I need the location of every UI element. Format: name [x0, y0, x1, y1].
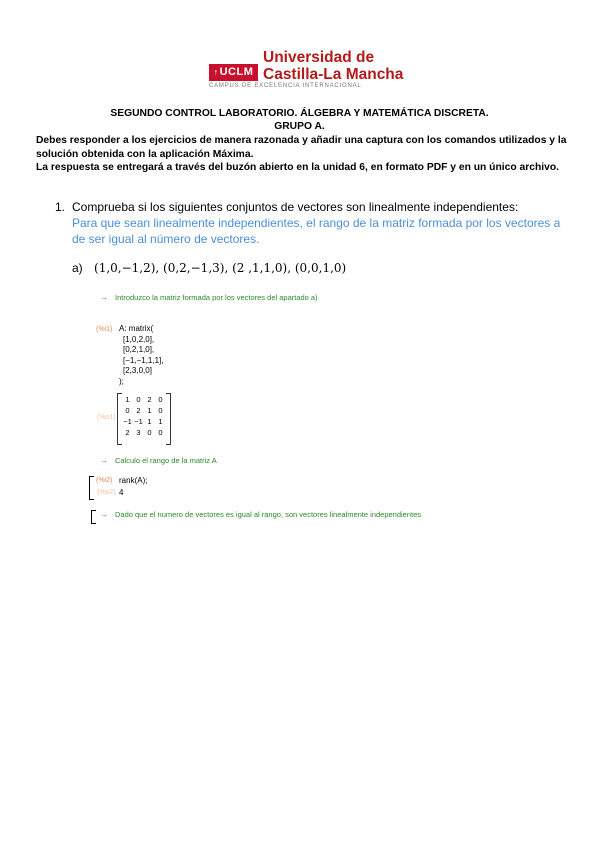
logo-badge-text: UCLM	[219, 66, 254, 78]
matrix-cell: 0	[158, 406, 163, 415]
question-text: Comprueba si los siguientes conjuntos de vectores son linealmente independientes:	[72, 200, 519, 214]
output-2-label: (%o2)	[97, 489, 116, 496]
matrix-table	[122, 394, 166, 438]
matrix-cell: 0	[136, 395, 141, 404]
code-line: [1,0,2,0],	[123, 334, 155, 344]
output-1-label: (%o1)	[97, 414, 116, 421]
document-title: SEGUNDO CONTROL LABORATORIO. ÁLGEBRA Y MATEMÁTICA DISCRETA.	[110, 108, 489, 119]
code-line: [2,3,0,0]	[123, 366, 152, 375]
code-line: [−1,−1,1,1],	[123, 355, 164, 365]
matrix-cell: 2	[136, 406, 141, 415]
input-1-code	[119, 324, 163, 387]
code-line: A: matrix(	[119, 324, 154, 333]
maxima-comment-2	[100, 456, 217, 465]
cell-bracket[interactable]	[91, 510, 96, 524]
arrow-right-icon: →	[100, 456, 108, 465]
matrix-cell: 3	[136, 428, 141, 437]
matrix-cell: 1	[147, 406, 152, 415]
question-hint: Para que sean linealmente independientes, el rango de la matriz formada por los vectores a de ser igual al número de vectores.	[72, 216, 561, 246]
logo-title-line1: Universidad de	[263, 49, 375, 66]
question-number: 1.	[55, 200, 66, 214]
part-a-vectors: (1,0,−1,2), (0,2,−1,3), (2 ,1,1,0), (0,0,1,0)	[94, 261, 347, 275]
code-line: [0,2,1,0],	[123, 345, 155, 354]
instructions-paragraph-1: Debes responder a los ejercicios de manera razonada y añadir una captura con los comandos utilizados y la solución obtenida con la aplicación Máxima.	[36, 135, 567, 160]
matrix-cell: −1	[123, 417, 132, 426]
uclm-badge	[209, 64, 258, 81]
code-line: );	[119, 376, 124, 386]
matrix-right-bracket	[166, 393, 171, 445]
cell-bracket[interactable]	[89, 476, 94, 500]
matrix-cell: 0	[147, 428, 152, 437]
group-label: GRUPO A.	[274, 121, 325, 132]
maxima-comment-1	[100, 293, 318, 302]
arrow-right-icon: →	[100, 510, 108, 519]
comment-text: Calculo el rango de la matriz A	[115, 456, 217, 465]
logo-title-line2: Castilla-La Mancha	[263, 66, 404, 83]
comment-text: Dado que el numero de vectores es igual al rango, son vectores linealmente independientes	[115, 510, 422, 519]
input-1-label: (%i1)	[96, 326, 113, 333]
part-a	[72, 261, 346, 275]
matrix-cell: 0	[125, 406, 130, 415]
input-2-label: (%i2)	[96, 477, 113, 484]
part-a-label: a)	[72, 261, 83, 275]
maxima-comment-3	[100, 510, 421, 519]
university-logo	[209, 49, 404, 91]
input-2-code: rank(A);	[119, 476, 148, 485]
matrix-row	[122, 427, 166, 438]
matrix-cell: 1	[158, 417, 163, 426]
logo-tagline: CAMPUS DE EXCELENCIA INTERNACIONAL	[209, 83, 362, 89]
instructions-paragraph-2: La respuesta se entregará a través del buzón abierto en la unidad 6, en formato PDF y en un único archivo.	[36, 162, 559, 173]
matrix-row	[122, 405, 166, 416]
matrix-cell: 0	[158, 395, 163, 404]
matrix-cell: 1	[147, 417, 152, 426]
comment-text: Introduzco la matriz formada por los vectores del apartado a)	[115, 293, 318, 302]
arrow-right-icon: →	[100, 293, 108, 302]
matrix-row	[122, 416, 166, 427]
matrix-cell: 0	[158, 428, 163, 437]
matrix-output	[117, 393, 171, 445]
matrix-cell: 2	[125, 428, 130, 437]
matrix-cell: 1	[125, 395, 130, 404]
logo-arrow-icon: ↑	[213, 67, 219, 77]
output-2-value: 4	[119, 488, 124, 497]
matrix-cell: −1	[134, 417, 143, 426]
matrix-row	[122, 394, 166, 405]
matrix-cell: 2	[147, 395, 152, 404]
